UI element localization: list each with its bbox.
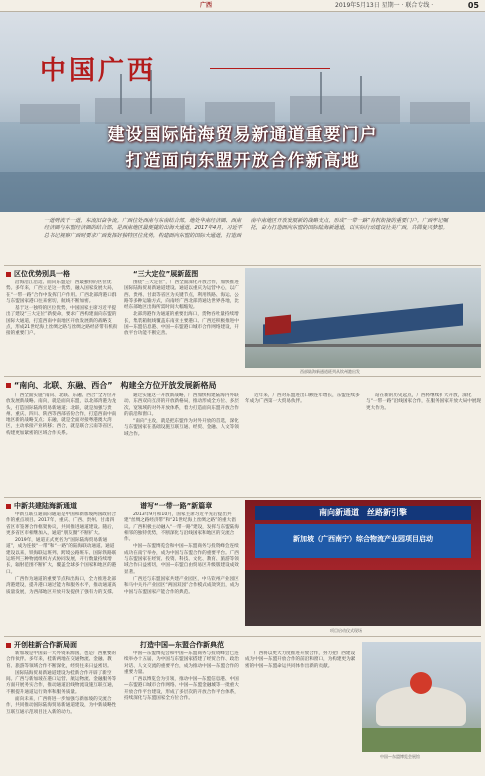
paragraph: 近年来，广西对东盟进出口额连年增长，东盟连续多年成为广西第一大贸易伙伴。: [245, 393, 360, 405]
paragraph: “南向”主攻，就是把东盟作为对外开放的首选，深化与东盟国家在基础设施互联互通、经贸、金融、人文等领域合作。: [124, 419, 239, 437]
train-body: [263, 303, 463, 346]
banner-top-text: 南向新通道 丝路新引擎: [319, 508, 407, 517]
article-body: [124, 280, 239, 364]
photo-caption: 西部陆海新通道班列从钦州港出发: [300, 369, 360, 374]
article-title-text: 开创桂新合作新局面: [14, 641, 77, 649]
article-body: [6, 280, 118, 364]
paragraph: 中国—东盟博览会和中国—东盟商务与投资峰会连续成功在南宁举办，成为中国与东盟合作的重要平台。广西与东盟国家在经贸、投资、科技、文化、教育、旅游等领域合作日益密切，中国—东盟自由贸易区升级版建设成效显著。: [124, 544, 239, 575]
paragraph: 广西全面实施“南向、北联、东融、西合”全方位开放发展新战略。南向，就是面向东盟，以北部湾港为龙头，打造国际陆海贸易新通道；北联，就是加强与贵州、重庆、四川、陕西等西部省份合作，打造西南中南地区新的战略支点；东融，就是全面对接粤港澳大湾区，主动承接产业转移；西合，就是联合云南等省区，构建更加紧密的区域合作关系。: [6, 393, 117, 436]
train-photo: [245, 268, 481, 368]
article-body: [6, 512, 118, 630]
paragraph: 广西将以更大力度推进开放合作，努力把广西建设成为中国—东盟开放合作的前沿和窗口，为构建更为紧密的中国—东盟命运共同体作出新的贡献。: [245, 651, 356, 669]
paragraph: 中国—东盟博览会和中国—东盟商务与投资峰会已连续举办十五届，为中国与东盟国家搭建了经贸合作、政治对话、人文交流的重要平台，成为推动中国—东盟合作的重要力量。: [124, 651, 239, 675]
article-title: [6, 640, 77, 650]
expo-photo: [362, 642, 481, 752]
headline-marker: [6, 643, 11, 648]
article-title-text: “南向、北联、东融、西合” 构建全方位开放发展新格局: [14, 381, 217, 390]
section-rule: [4, 497, 481, 498]
lawn: [362, 728, 481, 752]
headline-marker: [6, 383, 11, 388]
article-title: [140, 501, 212, 511]
article-body: [124, 651, 239, 771]
expo-dome: [410, 672, 432, 694]
issue-info: 2019年5月13日 星期一 · 联合专线 ·: [335, 2, 434, 9]
article-title: [133, 269, 198, 279]
paragraph: 国际陆海贸易新通道建设为桂新合作开辟了新空间。广西与新加坡在港口运营、航运物流、金融服务等方面开展务实合作，推动通道沿线物流设施互联互通，不断提升通道运行效率和服务质量。: [6, 670, 117, 695]
section-rule: [4, 376, 481, 377]
article-title: [6, 269, 70, 279]
sub-headline: 打造面向东盟开放合作新高地: [125, 151, 360, 171]
paragraph: 广西还与东盟国家共建产业园区，中马钦州产业园区和马中关丹产业园区“两国双园”合作模式成效突出，成为中国与东盟国家产能合作的典范。: [124, 576, 239, 595]
intro-paragraph: 一道劈波千一道，东流旧奋争流。广西位处西南与东南结合部，地处华南经济圈、西南经济圈与东盟经济圈的结合部，是西南地区最便捷的出海大通道。2017年4月，习近平总书记视察广西时要求广西发挥好独特区位优势，构建面向东盟的国际大通道，打造西南中南地区开放发展新的战略支点，形成“一带一路”有机衔接的重要门户。广西牢记嘱托，奋力打造面向东盟的国际陆海新通道，以实际行动建设壮美广西，共圆复兴梦想。: [44, 218, 448, 239]
crane: [360, 76, 362, 114]
article-title-text: 区位优势别具一格: [14, 270, 70, 278]
section-name: 广西: [200, 2, 213, 9]
paragraph: 广西作为通道的重要节点和出海口，全力推进北部湾港建设，提升港口通过能力和服务水平，推动通道高质量发展，为西部地区开放开发提供了强有力的支撑。: [6, 576, 117, 595]
rail-track: [245, 344, 481, 347]
article-body: [124, 393, 239, 493]
brand-rule: [210, 68, 330, 69]
article-body: [245, 393, 360, 493]
article-body: [366, 393, 481, 493]
ceremony-photo: [245, 500, 481, 626]
brand-title: 中国广西: [40, 56, 157, 86]
page-number: 05: [467, 1, 479, 10]
paragraph: 新加坡是中国第一大外资来源国，也是广西重要的合作伙伴。多年来，桂新两地在交通物流、金融、教育、旅游等领域合作不断深化，经贸往来日益密切。: [6, 651, 117, 669]
section-rule: [4, 636, 481, 637]
paragraph: 面向未来，广西将进一步加强与新加坡的交流合作，共同推动国际陆海贸易新通道建设，为中新战略性互联互通示范项目注入新的动力。: [6, 697, 117, 715]
photo-caption: 项目启动仪式现场: [330, 628, 362, 633]
article-body: [6, 393, 118, 493]
paragraph: 通过实施这一开放新战略，广西加快构建陆海内外联动、东西双向互济的开放新格局，推动形成全方位、多层次、宽领域的对外开放体系，着力打造面向东盟开放合作的前沿和窗口。: [124, 393, 239, 417]
photo-caption: 中国—东盟博览会展馆: [380, 754, 420, 759]
paragraph: 沿海沿江沿边、面向东盟是广西最独特的区位优势。多年来，广西立足这一优势，融入国家发展大局，在“一带一路”合作中发挥门户作用。广西北部湾港口群与东盟国家港口往来密切，航线不断加密。: [6, 280, 117, 304]
crane: [320, 72, 322, 114]
article-body: [124, 512, 239, 630]
banner-main-text: 新加坡（广西南宁）综合物流产业园项目启动: [293, 535, 433, 543]
article-body: [245, 651, 357, 771]
article-title-text: “三大定位”展新蓝图: [133, 270, 199, 278]
article-title: [6, 380, 217, 391]
article-body: [6, 651, 118, 771]
paragraph: 广西以博览会为引领，推动中国—东盟信息港、中国—东盟港口城市合作网络、中国—东盟金融城等一批重大开放合作平台建设，形成了多层次的开放合作平台体系，持续深化与东盟国家全方位合作。: [124, 677, 239, 702]
article-title: [140, 640, 224, 650]
paragraph: 中新互联互通南向通道是中国和新加坡两国政府合作的重点项目。2017年，重庆、广西、贵州、甘肃四省区市签署合作框架协议，共同推进通道建设。随后，更多省区市相继加入，通道“朋友圈”不断扩大。: [6, 512, 117, 536]
article-title-text: 谱写“一带一路”新篇章: [140, 502, 213, 510]
paragraph: 2019年，通道正式更名为“国际陆海贸易新通道”，成为连接“一带”和“一路”的陆海联动通道。通道建设以来，铁海联运班列、跨境公路班车、国际铁路联运班列三种物流组织方式协同发展，开行数量持续增长，辐射范围不断扩大，覆盖全球多个国家和地区的港口。: [6, 538, 117, 575]
paragraph: 2013年9月和10月，国家主席习近平先后提出共建“丝绸之路经济带”和“21世纪海上丝绸之路”的重大倡议。广西积极主动融入“一带一路”建设，发挥与东盟陆海相邻的独特优势，不断深化与沿线国家和地区的交流合作。: [124, 512, 239, 543]
locomotive: [265, 315, 291, 336]
headline-marker: [6, 504, 11, 509]
paragraph: 围绕“三大定位”，广西全面深化开放合作，加快推进国际陆海贸易新通道建设。通道以重庆为运营中心，以广西、贵州、甘肃等省区为关键节点，利用铁路、海运、公路等多种运输方式，向南经广西北部湾通达世界各地，比经东部地区出海所需时间大幅缩短。: [124, 280, 239, 311]
article-title: [6, 501, 77, 511]
crowd: [245, 570, 481, 626]
paragraph: 基于这一独特的区位优势，中国国家主席习近平提出了建设“三大定位”新使命，要求广西构建面向东盟的国际大通道，打造西南中南地区开放发展新的战略支点，形成21世纪海上丝绸之路与丝绸之路经济带有机衔接的重要门户。: [6, 306, 118, 337]
water-foreground: [0, 172, 485, 212]
paragraph: 北部湾港作为通道的重要出海口，货物吞吐量持续增长，集装箱航线覆盖东南亚主要港口。广西还积极推进中国—东盟信息港、中国—东盟港口城市合作网络建设，开放平台功能不断完善。: [124, 312, 239, 337]
section-rule: [4, 265, 481, 266]
article-title-text: 中新共建陆海新通道: [14, 502, 77, 510]
headline-marker: [6, 272, 11, 277]
hero-banner: [0, 12, 485, 212]
paragraph: 站在新的历史起点，广西将继续扩大开放，深化与“一带一路”沿线国家合作，在服务国家开放大局中展现更大作为。: [366, 393, 481, 411]
article-title-text: 打造中国—东盟合作新典范: [140, 641, 224, 649]
main-headline: 建设国际陆海贸易新通道重要门户: [107, 125, 378, 145]
page-header: [0, 0, 485, 12]
